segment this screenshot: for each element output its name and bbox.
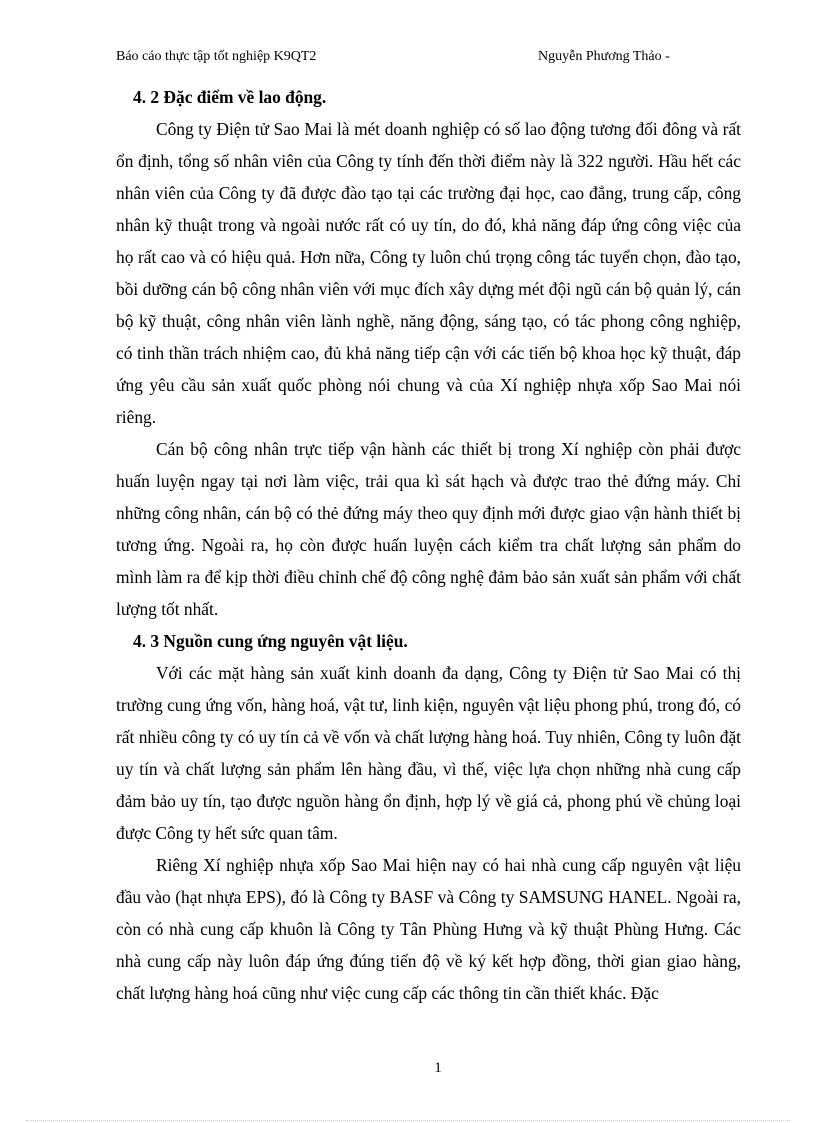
paragraph: Công ty Điện tử Sao Mai là mét doanh nghiệp có số lao động tương đối đông và rất ổn định, tổng số nhân viên của Công ty tính đến thời điểm này là 322 người. Hầu hết các nhân viên của Công ty đã được đào tạo tại các trường đại học, cao đẳng, trung cấp, công nhân kỹ thuật trong và ngoài nước rất có uy tín, do đó, khả năng đáp ứng công việc của họ rất cao và có hiệu quả. Hơn nữa, Công ty luôn chú trọng công tác tuyển chọn, đào tạo, bồi dưỡng cán bộ công nhân viên với mục đích xây dựng mét đội ngũ cán bộ quản lý, cán bộ kỹ thuật, công nhân viên lành nghề, năng động, sáng tạo, có tác phong công nghiệp, có tinh thần trách nhiệm cao, đủ khả năng tiếp cận với các tiến bộ khoa học kỹ thuật, đáp ứng yêu cầu sản xuất quốc phòng nói chung và của Xí nghiệp nhựa xốp Sao Mai nói riêng.	[116, 119, 741, 427]
header-author: Nguyễn Phương Thảo -	[538, 49, 670, 64]
document-body	[116, 81, 741, 1009]
page-number: 1	[434, 1060, 442, 1076]
section-heading-labor: 4. 2 Đặc điểm về lao động.	[133, 87, 327, 107]
paragraph: Riêng Xí nghiệp nhựa xốp Sao Mai hiện nay có hai nhà cung cấp nguyên vật liệu đầu vào (hạt nhựa EPS), đó là Công ty BASF và Công ty SAMSUNG HANEL. Ngoài ra, còn có nhà cung cấp khuôn là Công ty Tân Phùng Hưng và kỹ thuật Phùng Hưng. Các nhà cung cấp này luôn đáp ứng đúng tiến độ về ký kết hợp đồng, thời gian giao hàng, chất lượng hàng hoá cũng như việc cung cấp các thông tin cần thiết khác. Đặc	[116, 855, 741, 1003]
paragraph: Cán bộ công nhân trực tiếp vận hành các thiết bị trong Xí nghiệp còn phải được huấn luyện ngay tại nơi làm việc, trải qua kì sát hạch và được trao thẻ đứng máy. Chỉ những công nhân, cán bộ có thẻ đứng máy theo quy định mới được giao vận hành thiết bị tương ứng. Ngoài ra, họ còn được huấn luyện cách kiểm tra chất lượng sản phẩm do mình làm ra để kịp thời điều chỉnh chế độ công nghệ đảm bảo sản xuất sản phẩm với chất lượng tốt nhất.	[116, 439, 741, 619]
section-heading-supply: 4. 3 Nguồn cung ứng nguyên vật liệu.	[133, 631, 408, 651]
page-header	[116, 49, 696, 83]
paragraph: Với các mặt hàng sản xuất kinh doanh đa dạng, Công ty Điện tử Sao Mai có thị trường cung ứng vốn, hàng hoá, vật tư, linh kiện, nguyên vật liệu phong phú, trong đó, có rất nhiều công ty có uy tín cả về vốn và chất lượng hàng hoá. Tuy nhiên, Công ty luôn đặt uy tín và chất lượng sản phẩm lên hàng đầu, vì thế, việc lựa chọn những nhà cung cấp đảm bảo uy tín, tạo được nguồn hàng ổn định, hợp lý về giá cả, phong phú về chủng loại được Công ty hết sức quan tâm.	[116, 663, 741, 843]
header-report-title: Báo cáo thực tập tốt nghiệp K9QT2	[116, 49, 317, 64]
page-bottom-divider	[26, 1120, 790, 1121]
